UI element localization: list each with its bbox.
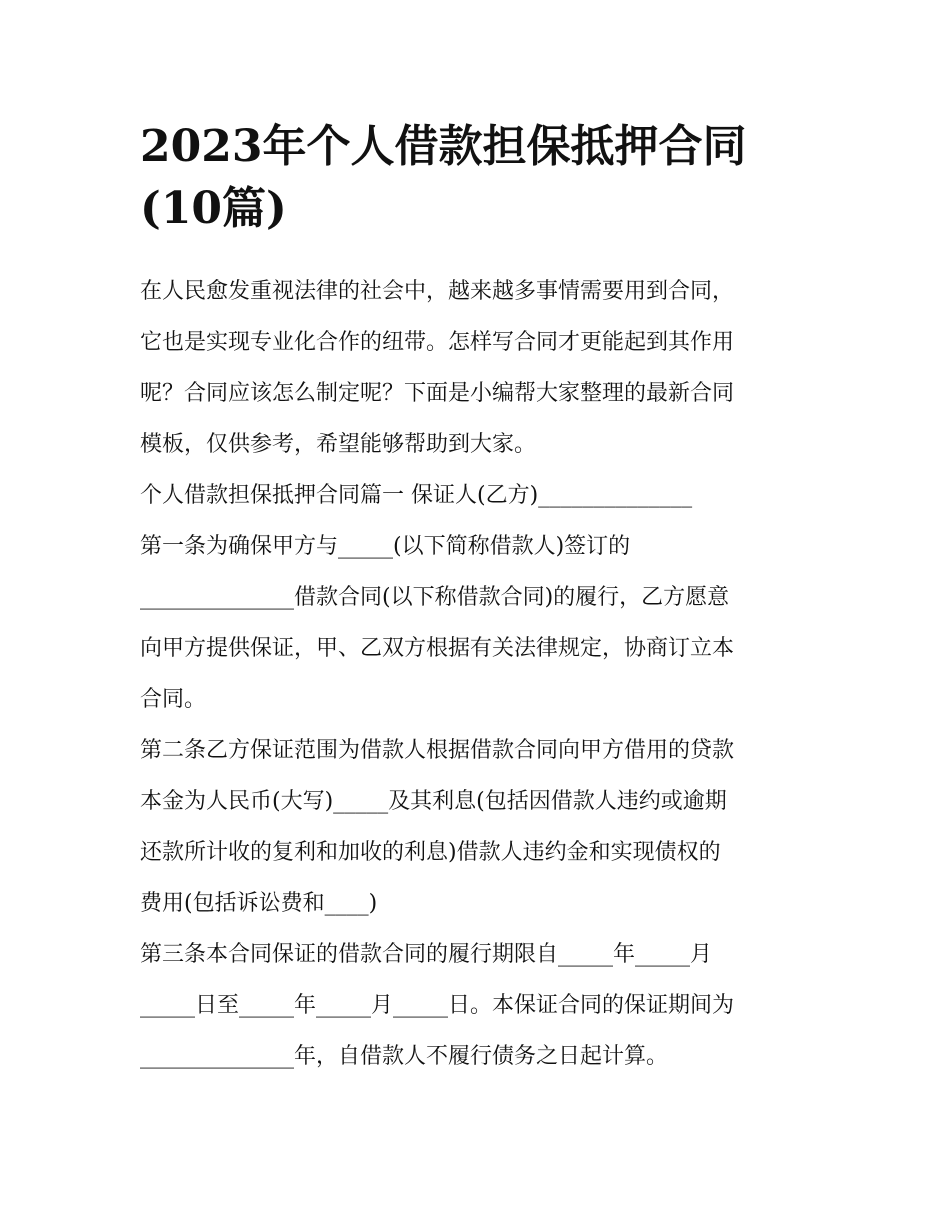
text-line: ______________借款合同(以下称借款合同)的履行，乙方愿意 — [140, 585, 730, 610]
text-line: 费用(包括诉讼费和____) — [140, 891, 378, 916]
text-line: 模板，仅供参考，希望能够帮助到大家。 — [140, 432, 537, 457]
text-line: 还款所计收的复利和加收的利息)借款人违约金和实现债权的 — [140, 840, 721, 865]
text-line: 第三条本合同保证的借款合同的履行期限自_____年_____月 — [140, 942, 713, 967]
text-line: 个人借款担保抵押合同篇一 保证人(乙方)______________ — [140, 483, 693, 508]
text-line: 呢？合同应该怎么制定呢？下面是小编帮大家整理的最新合同 — [140, 381, 735, 406]
intro-paragraph — [140, 266, 820, 470]
text-line: 在人民愈发重视法律的社会中，越来越多事情需要用到合同， — [140, 279, 735, 304]
article-3-paragraph — [140, 929, 820, 1082]
document-title — [140, 116, 820, 240]
text-line: 向甲方提供保证，甲、乙双方根据有关法律规定，协商订立本 — [140, 636, 735, 661]
text-line: 它也是实现专业化合作的纽带。怎样写合同才更能起到其作用 — [140, 330, 735, 355]
contract-heading-paragraph — [140, 470, 820, 521]
title-line-2: (10篇) — [140, 183, 287, 234]
text-line: _____日至_____年_____月_____日。本保证合同的保证期间为 — [140, 993, 735, 1018]
text-line: 本金为人民币(大写)_____及其利息(包括因借款人违约或逾期 — [140, 789, 727, 814]
text-line: 合同。 — [140, 687, 207, 712]
article-1-paragraph — [140, 521, 820, 725]
text-line: 第二条乙方保证范围为借款人根据借款合同向甲方借用的贷款 — [140, 738, 735, 763]
document-page — [140, 116, 820, 1082]
text-line: 第一条为确保甲方与_____(以下简称借款人)签订的 — [140, 534, 631, 559]
text-line: ______________年，自借款人不履行债务之日起计算。 — [140, 1044, 669, 1069]
article-2-paragraph — [140, 725, 820, 929]
title-line-1: 2023年个人借款担保抵押合同 — [140, 121, 747, 172]
